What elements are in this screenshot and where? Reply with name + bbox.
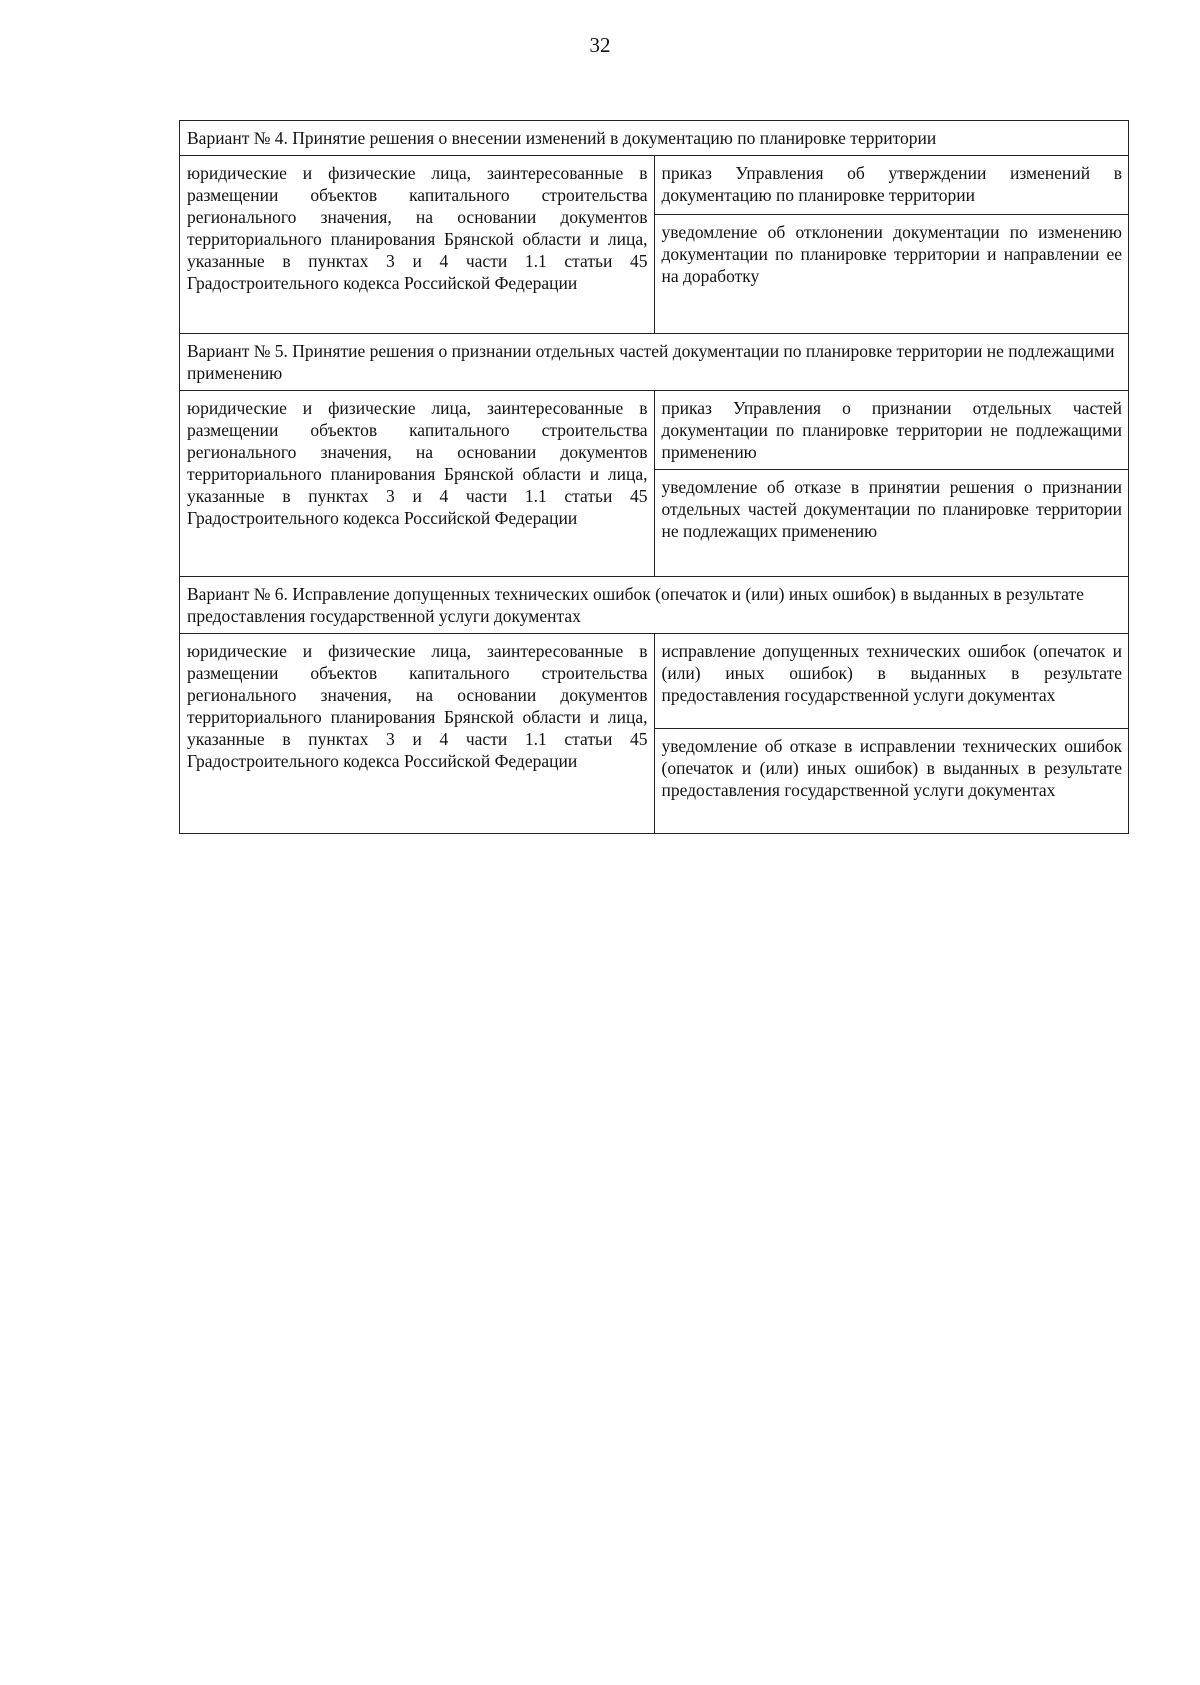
result-cell: уведомление об отказе в принятии решения о признании отдельных частей документации по планировке территории не подлежащих применению [654, 470, 1129, 577]
result-cell: приказ Управления об утверждении изменений в документацию по планировке территории [654, 156, 1129, 215]
result-cell: уведомление об отклонении документации по изменению документации по планировке территории и направлении ее на доработку [654, 215, 1129, 334]
variant-header-row [180, 577, 1129, 634]
applicants-cell: юридические и физические лица, заинтересованные в размещении объектов капитального строительства регионального значения, на основании документов территориального планирования Брянской области и лица, указанные в пунктах 3 и 4 части 1.1 статьи 45 Градостроительного кодекса Российской Федерации [180, 156, 655, 334]
variant-row [180, 634, 1129, 729]
applicants-cell: юридические и физические лица, заинтересованные в размещении объектов капитального строительства регионального значения, на основании документов территориального планирования Брянской области и лица, указанные в пунктах 3 и 4 части 1.1 статьи 45 Градостроительного кодекса Российской Федерации [180, 391, 655, 577]
variant-title: Вариант № 5. Принятие решения о признании отдельных частей документации по планировке территории не подлежащими применению [180, 334, 1129, 391]
variants-table [179, 120, 1129, 834]
applicants-cell: юридические и физические лица, заинтересованные в размещении объектов капитального строительства регионального значения, на основании документов территориального планирования Брянской области и лица, указанные в пунктах 3 и 4 части 1.1 статьи 45 Градостроительного кодекса Российской Федерации [180, 634, 655, 834]
result-cell: приказ Управления о признании отдельных частей документации по планировке территории не подлежащими применению [654, 391, 1129, 470]
variant-row [180, 156, 1129, 215]
page-number: 32 [589, 33, 611, 57]
variant-header-row [180, 334, 1129, 391]
variant-title: Вариант № 6. Исправление допущенных технических ошибок (опечаток и (или) иных ошибок) в выданных в результате предоставления государственной услуги документах [180, 577, 1129, 634]
variant-header-row [180, 121, 1129, 156]
result-cell: исправление допущенных технических ошибок (опечаток и (или) иных ошибок) в выданных в результате предоставления государственной услуги документах [654, 634, 1129, 729]
result-cell: уведомление об отказе в исправлении технических ошибок (опечаток и (или) иных ошибок) в выданных в результате предоставления государственной услуги документах [654, 729, 1129, 834]
variant-title: Вариант № 4. Принятие решения о внесении изменений в документацию по планировке территории [180, 121, 1129, 156]
variant-row [180, 391, 1129, 470]
